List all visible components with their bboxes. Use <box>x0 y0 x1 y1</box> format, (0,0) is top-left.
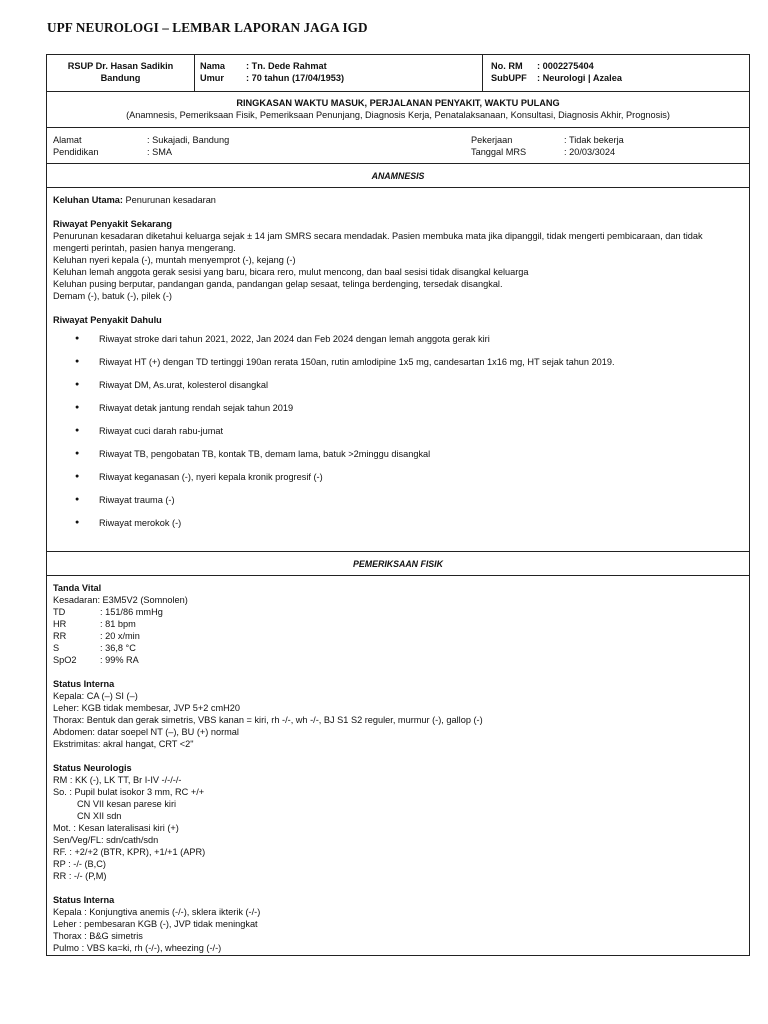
nama-label: Nama <box>200 61 226 71</box>
list-item: ● Riwayat HT (+) dengan TD tertinggi 190an rerata 150an, rutin amlodipine 1x5 mg, candesartan 1x16 mg, HT sejak tahun 2019. <box>53 356 743 379</box>
vital-value: : 151/86 mmHg <box>100 607 163 617</box>
fisik-title: PEMERIKSAAN FISIK <box>353 559 443 569</box>
list-item: ● Riwayat cuci darah rabu-jumat <box>53 425 743 448</box>
header-row <box>47 55 749 92</box>
list-item: ● Riwayat keganasan (-), nyeri kepala kronik progresif (-) <box>53 471 743 494</box>
vital-row <box>53 606 743 618</box>
list-item: ● Riwayat TB, pengobatan TB, kontak TB, demam lama, batuk >2minggu disangkal <box>53 448 743 471</box>
status-neuro-line: So. : Pupil bulat isokor 3 mm, RC +/+ <box>53 787 205 797</box>
status-neuro-title: Status Neurologis <box>53 763 132 773</box>
subupf-label: SubUPF <box>491 73 527 83</box>
anamnesis-body <box>47 188 749 552</box>
list-item: ● Riwayat merokok (-) <box>53 517 743 540</box>
rps-title: Riwayat Penyakit Sekarang <box>53 219 172 229</box>
rpd-list <box>53 333 743 540</box>
rps-line: mengerti perintah, pasien hanya mengerang. <box>53 243 236 253</box>
vital-value: : 20 x/min <box>100 631 140 641</box>
alamat-label: Alamat <box>53 135 82 145</box>
vital-key: RR <box>53 631 67 641</box>
kesadaran: Kesadaran: E3M5V2 (Somnolen) <box>53 595 188 605</box>
mrs-label: Tanggal MRS <box>471 147 527 157</box>
status-neuro-line: RP : -/- (B,C) <box>53 859 106 869</box>
status-interna-line: Leher: KGB tidak membesar, JVP 5+2 cmH20 <box>53 703 240 713</box>
status-interna2-line: Kepala : Konjungtiva anemis (-/-), sklera ikterik (-/-) <box>53 907 261 917</box>
status-interna2-line: Thorax : B&G simetris <box>53 931 143 941</box>
status-neuro-line: RM : KK (-), LK TT, Br I-IV -/-/-/- <box>53 775 182 785</box>
rpd-title: Riwayat Penyakit Dahulu <box>53 315 162 325</box>
status-interna-line: Kepala: CA (–) SI (–) <box>53 691 138 701</box>
pekerjaan-value: : Tidak bekerja <box>564 135 624 145</box>
umur-value: : 70 tahun (17/04/1953) <box>246 73 345 83</box>
status-interna2-line: Leher : pembesaran KGB (-), JVP tidak meningkat <box>53 919 258 929</box>
keluhan-label: Keluhan Utama: <box>53 195 123 205</box>
pendidikan-label: Pendidikan <box>53 147 99 157</box>
summary-title: RINGKASAN WAKTU MASUK, PERJALANAN PENYAKIT, WAKTU PULANG <box>236 98 560 108</box>
rps-line: Keluhan pusing berputar, pandangan ganda, pandangan gelap sesaat, telinga berdenging, tersedak disangkal. <box>53 279 503 289</box>
info-row <box>47 128 749 164</box>
status-interna2-title: Status Interna <box>53 895 115 905</box>
status-neuro-line: Mot. : Kesan lateralisasi kiri (+) <box>53 823 179 833</box>
rm-value: : 0002275404 <box>537 61 594 71</box>
status-neuro-line: RF. : +2/+2 (BTR, KPR), +1/+1 (APR) <box>53 847 206 857</box>
vital-key: S <box>53 643 60 653</box>
anamnesis-header <box>47 164 749 188</box>
fisik-body <box>47 576 749 957</box>
vital-value: : 36,8 °C <box>100 643 136 653</box>
rps-line: Keluhan lemah anggota gerak sesisi yang baru, bicara rero, mulut mencong, dan baal sesisi tidak disangkal keluarga <box>53 267 529 277</box>
vital-row <box>53 618 743 630</box>
vital-key: HR <box>53 619 67 629</box>
tanda-vital-title: Tanda Vital <box>53 583 102 593</box>
vital-value: : 99% RA <box>100 655 139 665</box>
record-cell <box>483 55 749 91</box>
nama-value: : Tn. Dede Rahmat <box>246 61 327 71</box>
hospital-cell <box>47 55 195 91</box>
patient-cell <box>195 55 483 91</box>
vital-key: TD <box>53 607 66 617</box>
rps-line: Keluhan nyeri kepala (-), muntah menyemprot (-), kejang (-) <box>53 255 296 265</box>
anamnesis-title: ANAMNESIS <box>371 171 425 181</box>
keluhan-value: Penurunan kesadaran <box>122 195 216 205</box>
hospital-city: Bandung <box>100 73 141 83</box>
summary-subtitle: (Anamnesis, Pemeriksaan Fisik, Pemeriksaan Penunjang, Diagnosis Kerja, Penatalaksanaan, Konsultasi, Diagnosis Akhir, Prognosis) <box>126 110 670 120</box>
status-neuro-line: CN XII sdn <box>77 811 122 821</box>
document-title: UPF NEUROLOGI – LEMBAR LAPORAN JAGA IGD <box>47 20 368 35</box>
vital-key: SpO2 <box>53 655 77 665</box>
rm-label: No. RM <box>491 61 523 71</box>
status-neuro-line: Sen/Veg/FL: sdn/cath/sdn <box>53 835 159 845</box>
vital-row <box>53 654 743 666</box>
status-interna-title: Status Interna <box>53 679 115 689</box>
status-interna-line: Abdomen: datar soepel NT (–), BU (+) normal <box>53 727 239 737</box>
vital-row <box>53 630 743 642</box>
status-interna-line: Thorax: Bentuk dan gerak simetris, VBS kanan = kiri, rh -/-, wh -/-, BJ S1 S2 reguler, murmur (-), gallop (-) <box>53 715 483 725</box>
report-frame <box>46 54 750 956</box>
pekerjaan-label: Pekerjaan <box>471 135 513 145</box>
status-neuro-line: RR : -/- (P,M) <box>53 871 107 881</box>
vital-row <box>53 642 743 654</box>
alamat-value: : Sukajadi, Bandung <box>147 135 230 145</box>
list-item: ● Riwayat detak jantung rendah sejak tahun 2019 <box>53 402 743 425</box>
list-item: ● Riwayat trauma (-) <box>53 494 743 517</box>
rps-line: Penurunan kesadaran diketahui keluarga sejak ± 14 jam SMRS secara mendadak. Pasien membuka mata jika dipanggil, tidak mengerti pembicaraan, dan tidak <box>53 231 703 241</box>
summary-row <box>47 92 749 128</box>
vital-value: : 81 bpm <box>100 619 136 629</box>
status-neuro-line: CN VII kesan parese kiri <box>77 799 177 809</box>
status-interna-line: Ekstrimitas: akral hangat, CRT <2" <box>53 739 194 749</box>
pendidikan-value: : SMA <box>147 147 173 157</box>
fisik-header <box>47 552 749 576</box>
list-item: ● Riwayat DM, As.urat, kolesterol disangkal <box>53 379 743 402</box>
status-interna2-line: Pulmo : VBS ka=ki, rh (-/-), wheezing (-/-) <box>53 943 222 953</box>
subupf-value: : Neurologi | Azalea <box>537 73 622 83</box>
rps-line: Demam (-), batuk (-), pilek (-) <box>53 291 172 301</box>
umur-label: Umur <box>200 73 224 83</box>
list-item: ● Riwayat stroke dari tahun 2021, 2022, Jan 2024 dan Feb 2024 dengan lemah anggota gerak kiri <box>53 333 743 356</box>
mrs-value: : 20/03/3024 <box>564 147 616 157</box>
hospital-name: RSUP Dr. Hasan Sadikin <box>67 61 174 71</box>
